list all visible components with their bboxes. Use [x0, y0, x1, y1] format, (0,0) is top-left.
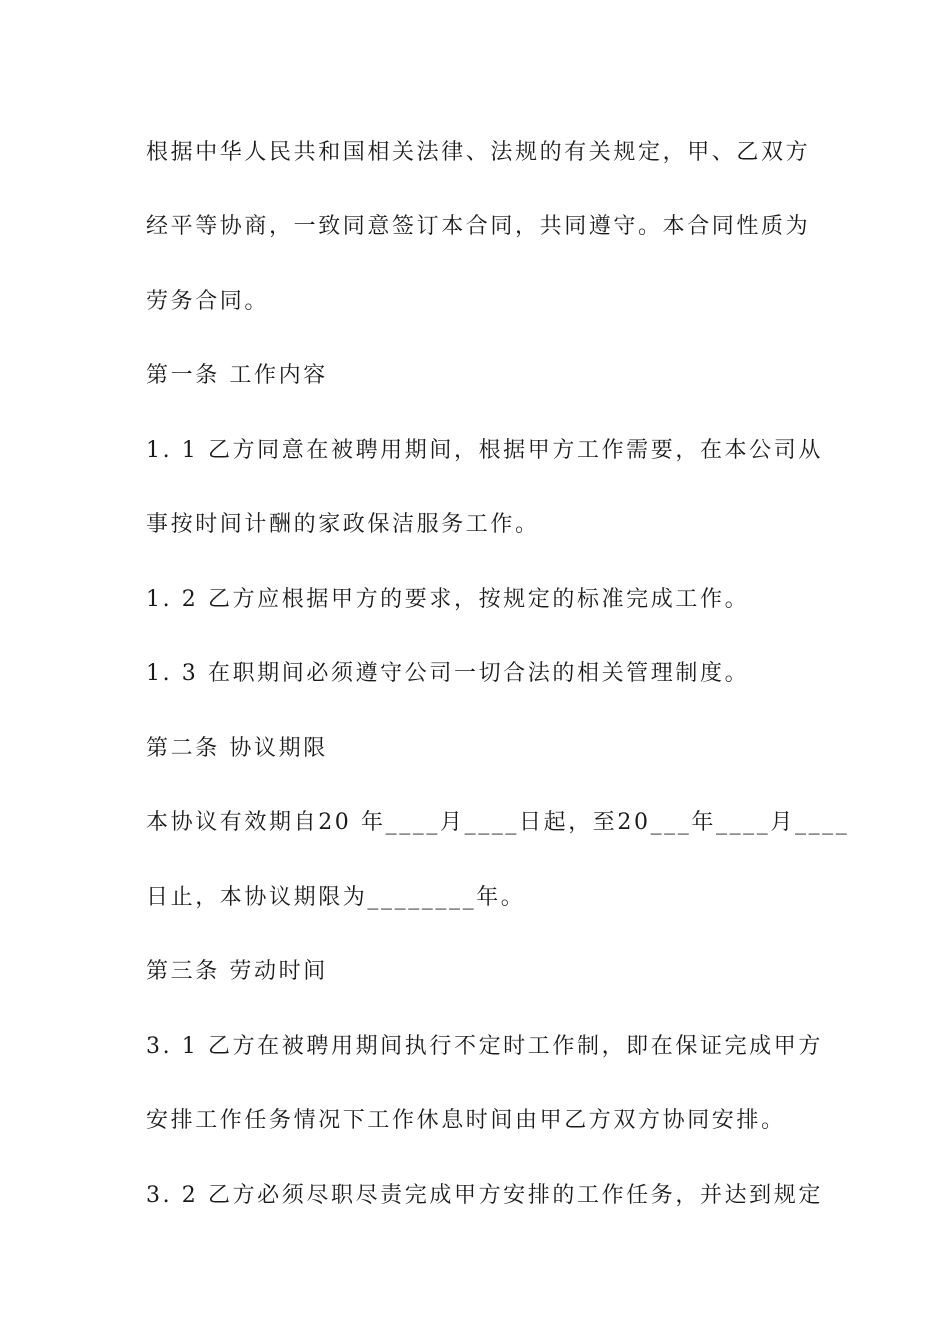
- clause-line: 3. 1 乙方在被聘用期间执行不定时工作制，即在保证完成甲方: [146, 1034, 823, 1059]
- clause-line: 3. 2 乙方必须尽职尽责完成甲方安排的工作任务，并达到规定: [146, 1183, 823, 1208]
- paragraph-line: 日止，本协议期限为________年。: [146, 885, 526, 910]
- clause-line: 1. 3 在职期间必须遵守公司一切合法的相关管理制度。: [146, 661, 750, 686]
- clause-line: 1. 1 乙方同意在被聘用期间，根据甲方工作需要，在本公司从: [146, 438, 823, 463]
- paragraph-line: 根据中华人民共和国相关法律、法规的有关规定，甲、乙双方: [146, 140, 811, 165]
- paragraph-line: 经平等协商，一致同意签订本合同，共同遵守。本合同性质为: [146, 214, 811, 239]
- section-heading: 第一条 工作内容: [146, 363, 328, 388]
- clause-line: 安排工作任务情况下工作休息时间由甲乙方双方协同安排。: [146, 1108, 786, 1133]
- clause-line: 1. 2 乙方应根据甲方的要求，按规定的标准完成工作。: [146, 587, 750, 612]
- paragraph-line: 本协议有效期自20 年____月____日起，至20___年____月____: [146, 810, 850, 835]
- clause-line: 事按时间计酬的家政保洁服务工作。: [146, 512, 540, 537]
- paragraph-line: 劳务合同。: [146, 289, 270, 314]
- section-heading: 第三条 劳动时间: [146, 959, 328, 984]
- section-heading: 第二条 协议期限: [146, 736, 328, 761]
